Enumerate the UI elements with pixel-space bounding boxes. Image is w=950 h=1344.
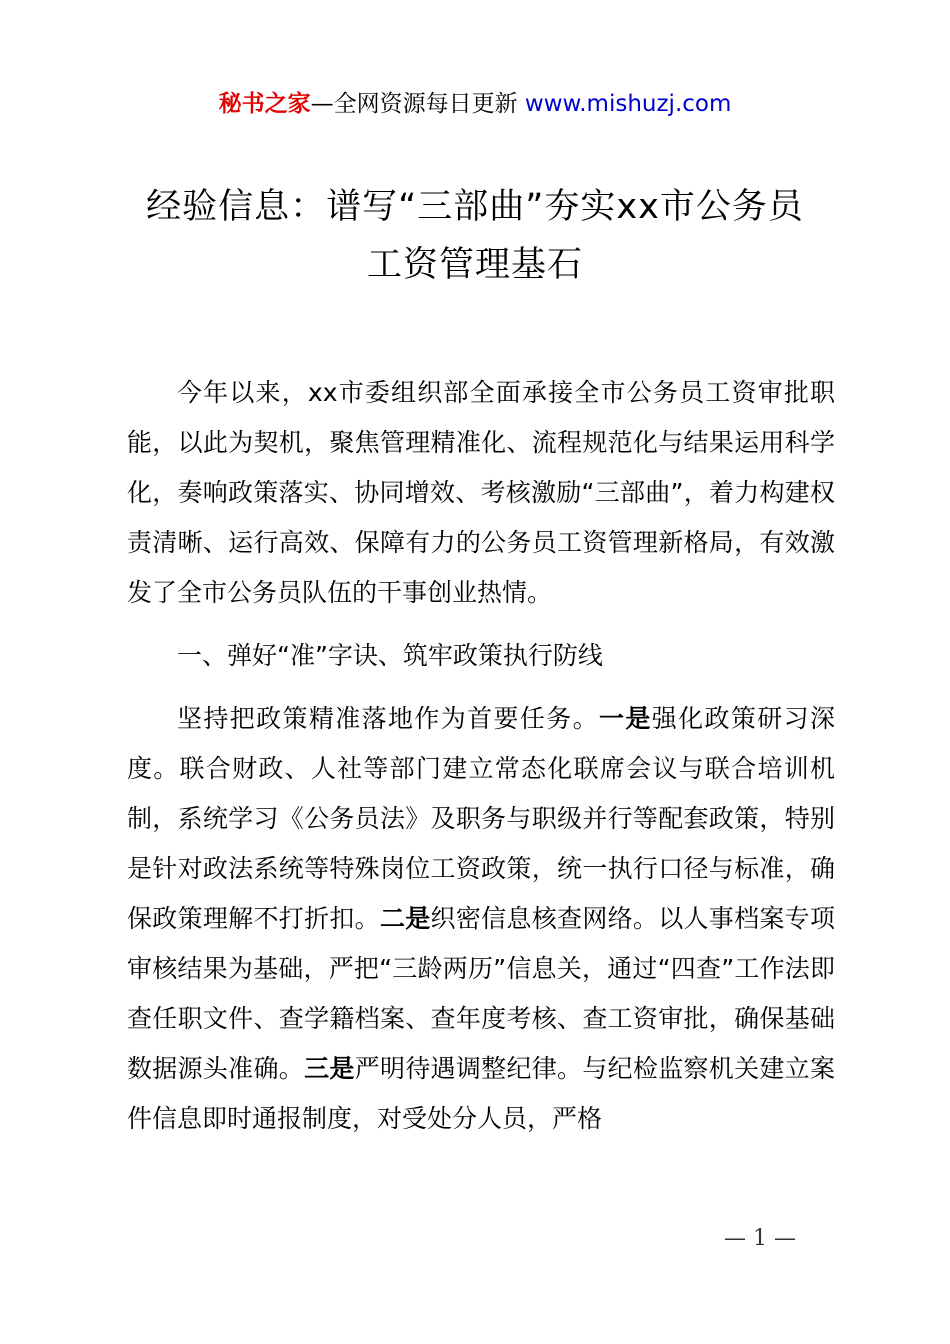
page-number: — 1 —	[724, 1226, 796, 1251]
keyword-first: 一是	[598, 704, 652, 733]
section-1-paragraph	[127, 694, 835, 1144]
site-link[interactable]: www.mishuzj.com	[524, 91, 732, 117]
title-line-1: 经验信息：谱写“三部曲”夯实xx市公务员	[146, 187, 804, 227]
keyword-third: 三是	[304, 1054, 355, 1083]
brand-name: 秘书之家	[218, 91, 311, 117]
s1-text-1: 强化政策研习深度。联合财政、人社等部门建立常态化联席会议与联合培训机制，系统学习《公务员法》及职务与职级并行等配套政策，特别是针对政法系统等特殊岗位工资政策，统一执行口径与标准，确保政策理解不打折扣。	[127, 704, 835, 933]
banner-tagline: —全网资源每日更新	[310, 91, 525, 117]
document-title	[60, 178, 890, 294]
keyword-second: 二是	[379, 904, 431, 933]
document-body	[127, 368, 835, 1144]
s1-text-2: 织密信息核查网络。以人事档案专项审核结果为基础，严把“三龄两历”信息关，通过“四查”工作法即查任职文件、查学籍档案、查年度考核、查工资审批，确保基础数据源头准确。	[127, 904, 835, 1083]
s1-text-3: 严明待遇调整纪律。与纪检监察机关建立案件信息即时通报制度，对受处分人员，严格	[127, 1054, 835, 1133]
header-banner	[0, 86, 950, 122]
section-heading-1: 一、弹好“准”字诀、筑牢政策执行防线	[177, 641, 603, 670]
s1-lead: 坚持把政策精准落地作为首要任务。	[177, 704, 599, 733]
intro-paragraph: 今年以来，xx市委组织部全面承接全市公务员工资审批职能，以此为契机，聚焦管理精准化、流程规范化与结果运用科学化，奏响政策落实、协同增效、考核激励“三部曲”，着力构建权责清晰、运行高效、保障有力的公务员工资管理新格局，有效激发了全市公务员队伍的干事创业热情。	[127, 378, 835, 607]
title-line-2: 工资管理基石	[366, 245, 583, 285]
